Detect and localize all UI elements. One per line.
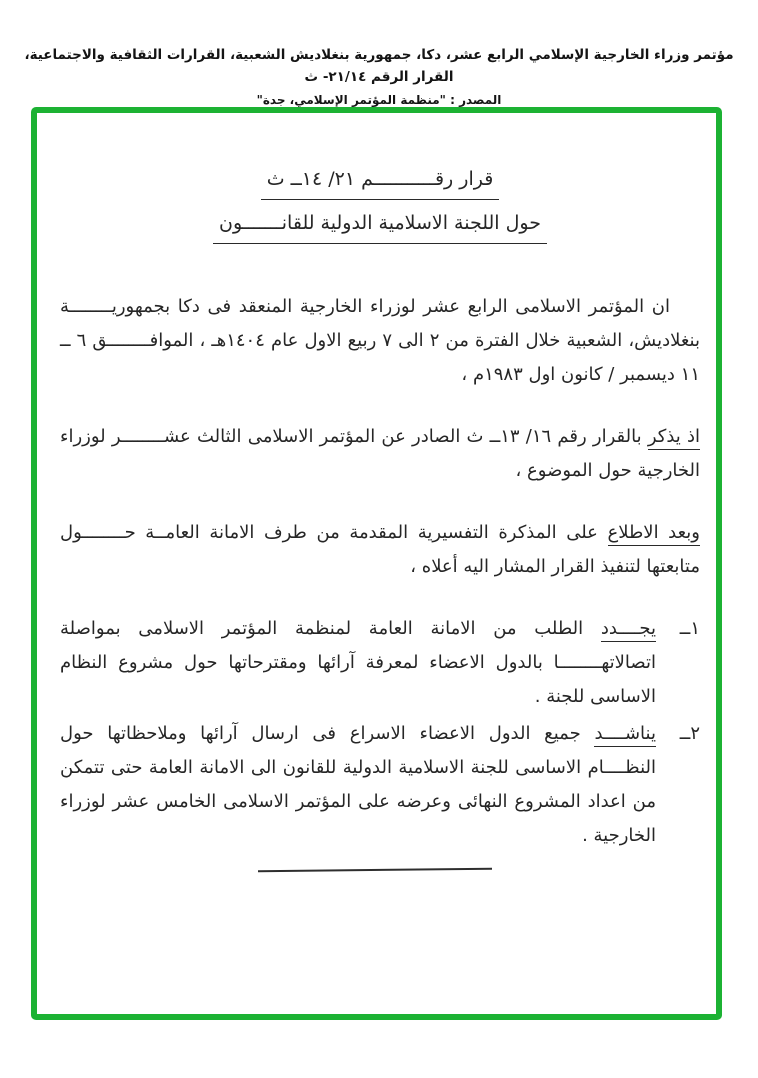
resolution-title: [60, 162, 700, 244]
resolution-subject-title: حول اللجنة الاسلامية الدولية للقانـــــــون: [213, 206, 547, 244]
having-reviewed-text: على المذكرة التفسيرية المقدمة من طرف الامانة العامــة حــــــــول متابعتها لتنفيذ القرار المشار اليه أعلاه ،: [60, 522, 700, 577]
clause-2-number: ٢ــ: [679, 723, 700, 744]
title-line-2: [60, 206, 700, 244]
clause-2: [60, 717, 700, 853]
clause-1-body: [60, 612, 656, 714]
operative-clauses: [60, 612, 700, 853]
clause-2-text: جميع الدول الاعضاء الاسراع فى ارسال آرائها وملاحظاتها حول النظــــام الاساسى للجنة الاسلامية الدولية للقانون الى الامانة العامة حتى تتمكن من اعداد المشروع النهائى وعرضه على المؤتمر الاسلامى الخامس عشر لوزراء الخارجية .: [60, 723, 656, 846]
having-reviewed-paragraph: [60, 516, 700, 584]
clause-2-body: [60, 717, 656, 853]
header-citation-line: مؤتمر وزراء الخارجية الإسلامي الرابع عشر، دكا، جمهورية بنغلاديش الشعبية، القرارات الثقافية والاجتماعية، القرار الرقم ٢١/١٤- ث: [24, 47, 734, 85]
clause-1-lead-underlined: يجــــدد: [601, 618, 656, 642]
clause-2-lead-underlined: يناشــــد: [594, 723, 656, 747]
recalling-text: بالقرار رقم ١٦/ ١٣ــ ث الصادر عن المؤتمر الاسلامى الثالث عشــــــــر لوزراء الخارجية حول الموضوع ،: [60, 426, 700, 481]
having-reviewed-lead-underlined: وبعد الاطلاع: [608, 522, 700, 546]
resolution-number-title: قرار رقـــــــــــم ٢١/ ١٤ــ ث: [261, 162, 500, 200]
header-source-line: المصدر : "منظمة المؤتمر الإسلامي، جدة": [256, 93, 502, 107]
recalling-paragraph: [60, 420, 700, 488]
document-body: [60, 162, 700, 871]
print-header: [0, 44, 758, 110]
clause-1-number: ١ــ: [679, 618, 700, 639]
title-line-1: [60, 162, 700, 200]
recalling-lead-underlined: اذ يذكر: [648, 426, 700, 450]
clause-1-text: الطلب من الامانة العامة لمنظمة المؤتمر الاسلامى بمواصلة اتصالاتهــــــــا بالدول الاعضاء لمعرفة آرائها ومقترحاتها حول مشروع النظام الاساسى للجنة .: [60, 618, 656, 707]
clause-1: [60, 612, 700, 714]
preamble-paragraph: ان المؤتمر الاسلامى الرابع عشر لوزراء الخارجية المنعقد فى دكا بجمهوريــــــــة بنغلاديش، الشعبية خلال الفترة من ٢ الى ٧ ربيع الاول عام ١٤٠٤هـ ، الموافــــــــق ٦ ــ ١١ ديسمبر / كانون اول ١٩٨٣م ،: [60, 296, 700, 385]
